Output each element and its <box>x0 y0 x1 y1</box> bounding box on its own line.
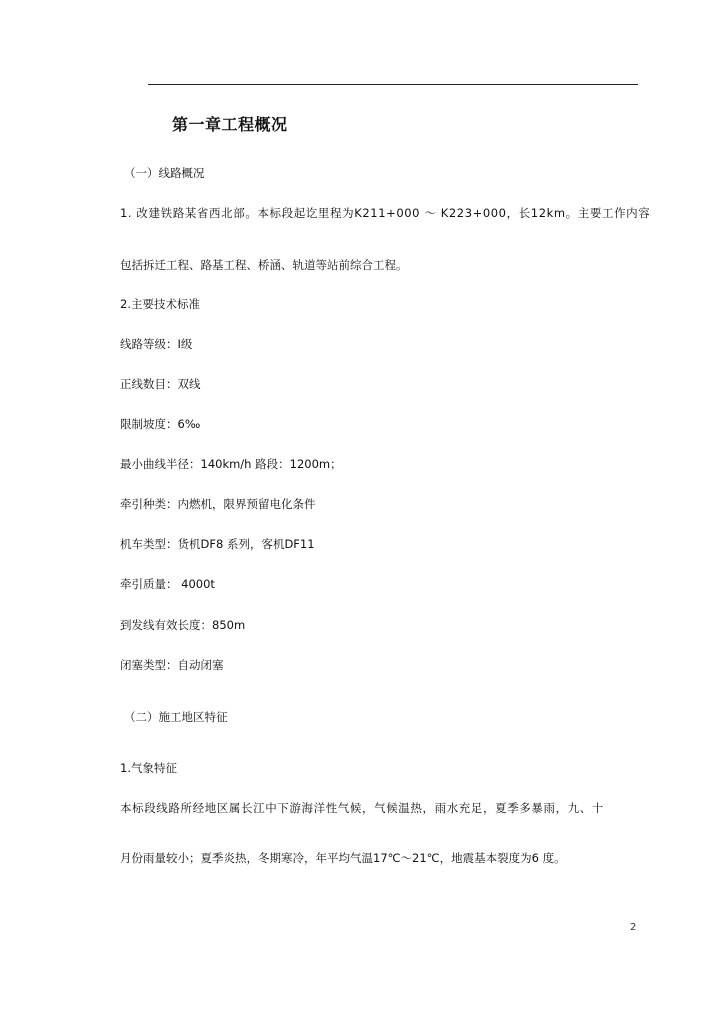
standard-traction-type: 牵引种类：内燃机，限界预留电化条件 <box>120 497 316 511</box>
paragraph2-line1: 本标段线路所经地区属长江中下游海洋性气候，气候温热，雨水充足，夏季多暴雨，九、十 <box>120 801 604 815</box>
paragraph2-line2: 月份雨量较小；夏季炎热，冬期寒冷，年平均气温17℃～21℃，地震基本裂度为6 度。 <box>120 851 566 865</box>
standard-ruling-grade: 限制坡度：6‰ <box>120 417 201 431</box>
paragraph1-line1: 1. 改建铁路某省西北部。本标段起讫里程为K211+000 ～ K223+000，长12km。主要工作内容 <box>120 206 651 220</box>
standard-main-lines: 正线数目：双线 <box>120 377 201 391</box>
page-number: 2 <box>630 922 637 933</box>
standard-traction-mass: 牵引质量： 4000t <box>120 577 215 591</box>
header-rule <box>148 84 638 85</box>
standard-block-type: 闭塞类型：自动闭塞 <box>120 658 224 672</box>
section2-heading: （二）施工地区特征 <box>124 710 228 724</box>
standard-min-curve-radius: 最小曲线半径：140km/h 路段：1200m； <box>120 457 342 471</box>
section1-heading: （一）线路概况 <box>124 166 205 180</box>
paragraph1-line2: 包括拆迁工程、路基工程、桥涵、轨道等站前综合工程。 <box>120 258 408 272</box>
chapter-title: 第一章工程概况 <box>172 115 288 134</box>
standard-line-grade: 线路等级：Ⅰ级 <box>120 337 193 351</box>
standards-heading: 2.主要技术标准 <box>120 297 200 311</box>
standard-locomotive-type: 机车类型：货机DF8 系列，客机DF11 <box>120 537 315 551</box>
standard-arrival-track-length: 到发线有效长度：850m <box>120 618 246 632</box>
climate-heading: 1.气象特征 <box>120 761 177 775</box>
